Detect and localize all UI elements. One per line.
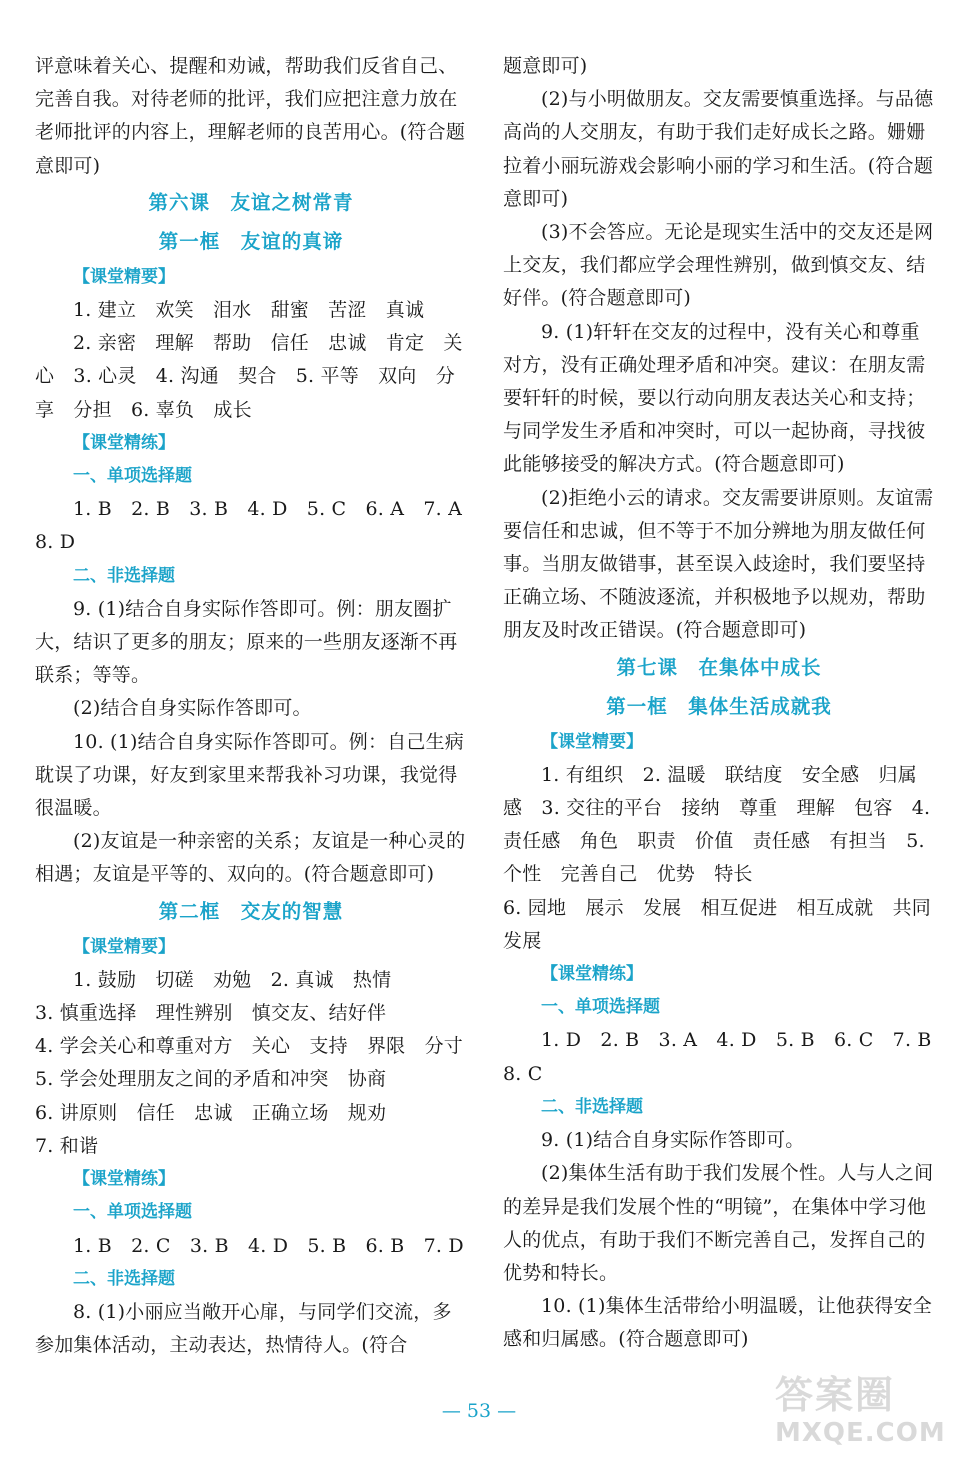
page-number: — 53 —	[441, 1400, 517, 1422]
answer-paragraph: 9. (1)结合自身实际作答即可。例：朋友圈扩大，结识了更多的朋友；原来的一些朋友逐渐不再联系；等等。	[35, 597, 458, 687]
subsection-heading: 【课堂精要】	[73, 936, 175, 957]
section-heading: 第六课 友谊之树常青	[148, 190, 354, 214]
subsection-heading: 二、非选择题	[73, 565, 175, 586]
subsection-heading: 【课堂精练】	[73, 432, 175, 453]
section-heading: 第二框 交友的智慧	[158, 899, 344, 923]
watermark-line1: 答案圈	[775, 1373, 896, 1417]
answer-paragraph: 6. 园地 展示 发展 相互促进 相互成就 共同发展	[503, 896, 931, 952]
right-column	[503, 50, 951, 1357]
answer-paragraph: 2. 亲密 理解 帮助 信任 忠诚 肯定 关心 3. 心灵 4. 沟通 契合 5. 平等 双向 分享 分担 6. 辜负 成长	[35, 332, 463, 421]
subsection-heading: 【课堂精要】	[541, 731, 643, 752]
answer-paragraph: 1. B 2. C 3. B 4. D 5. B 6. B 7. D	[73, 1234, 464, 1257]
answer-paragraph: 5. 学会处理朋友之间的矛盾和冲突 协商	[35, 1068, 387, 1091]
answer-paragraph: 1. D 2. B 3. A 4. D 5. B 6. C 7. B 8. C	[503, 1029, 951, 1085]
answer-paragraph: 7. 和谐	[35, 1134, 99, 1157]
subsection-heading: 一、单项选择题	[541, 997, 660, 1018]
subsection-heading: 一、单项选择题	[73, 466, 192, 487]
answer-paragraph: 10. (1)结合自身实际作答即可。例：自己生病耽误了功课，好友到家里来帮我补习功课，我觉得很温暖。	[35, 730, 464, 820]
answer-paragraph: 评意味着关心、提醒和劝诫，帮助我们反省自己、完善自我。对待老师的批评，我们应把注意力放在老师批评的内容上，理解老师的良苦用心。(符合题意即可)	[35, 55, 466, 177]
answer-paragraph: 1. 有组织 2. 温暖 联结度 安全感 归属感 3. 交往的平台 接纳 尊重 理解 包容 4. 责任感 角色 职责 价值 责任感 有担当 5. 个性 完善自己 优势 特长	[503, 763, 931, 886]
subsection-heading: 【课堂精要】	[73, 266, 175, 287]
subsection-heading: 【课堂精练】	[73, 1169, 175, 1190]
answer-paragraph: 10. (1)集体生活带给小明温暖，让他获得安全感和归属感。(符合题意即可)	[503, 1295, 932, 1351]
answer-paragraph: (2)结合自身实际作答即可。	[73, 697, 312, 720]
subsection-heading: 一、单项选择题	[73, 1202, 192, 1223]
subsection-heading: 【课堂精练】	[541, 964, 643, 985]
answer-paragraph: 9. (1)轩轩在交友的过程中，没有关心和尊重对方，没有正确处理矛盾和冲突。建议：在朋友需要轩轩的时候，要以行动向朋友表达关心和支持；与同学发生矛盾和冲突时，可以一起协商，寻找彼此能够接受的解决方式。(符合题意即可)	[503, 320, 926, 476]
answer-paragraph: 1. B 2. B 3. B 4. D 5. C 6. A 7. A 8. D	[35, 498, 482, 554]
answer-paragraph: 6. 讲原则 信任 忠诚 正确立场 规劝	[35, 1101, 387, 1124]
answer-paragraph: (2)拒绝小云的请求。交友需要讲原则。友谊需要信任和忠诚，但不等于不加分辨地为朋友做任何事。当朋友做错事，甚至误入歧途时，我们要坚持正确立场、不随波逐流，并积极地予以规劝，帮助朋友及时改正错误。(符合题意即可)	[503, 486, 934, 642]
section-heading: 第一框 集体生活成就我	[606, 694, 832, 718]
answer-paragraph: 1. 建立 欢笑 泪水 甜蜜 苦涩 真诚	[73, 299, 425, 322]
subsection-heading: 二、非选择题	[541, 1096, 643, 1117]
answer-paragraph: 3. 慎重选择 理性辨别 慎交友、结好伴	[35, 1002, 387, 1025]
answer-paragraph: (2)与小明做朋友。交友需要慎重选择。与品德高尚的人交朋友，有助于我们走好成长之路。姗姗拉着小丽玩游戏会影响小丽的学习和生活。(符合题意即可)	[503, 88, 934, 210]
answer-paragraph: 4. 学会关心和尊重对方 关心 支持 界限 分寸	[35, 1035, 463, 1058]
section-heading: 第七课 在集体中成长	[616, 655, 822, 679]
answer-paragraph: (3)不会答应。无论是现实生活中的交友还是网上交友，我们都应学会理性辨别，做到慎交友、结好伴。(符合题意即可)	[503, 221, 934, 310]
watermark-line2: MXQE.COM	[775, 1418, 946, 1448]
answer-paragraph: 9. (1)结合自身实际作答即可。	[541, 1129, 805, 1152]
answer-paragraph: 1. 鼓励 切磋 劝勉 2. 真诚 热情	[73, 968, 392, 991]
left-column	[35, 50, 482, 1362]
section-heading: 第一框 友谊的真谛	[158, 229, 344, 253]
answer-paragraph: 题意即可)	[503, 55, 588, 77]
answer-paragraph: (2)友谊是一种亲密的关系；友谊是一种心灵的相遇；友谊是平等的、双向的。(符合题意即可)	[35, 830, 466, 886]
subsection-heading: 二、非选择题	[73, 1268, 175, 1289]
answer-paragraph: 8. (1)小丽应当敞开心扉，与同学们交流，多参加集体活动，主动表达，热情待人。(符合	[35, 1300, 452, 1357]
answer-paragraph: (2)集体生活有助于我们发展个性。人与人之间的差异是我们发展个性的“明镜”，在集体中学习他人的优点，有助于我们不断完善自己，发挥自己的优势和特长。	[503, 1162, 934, 1284]
